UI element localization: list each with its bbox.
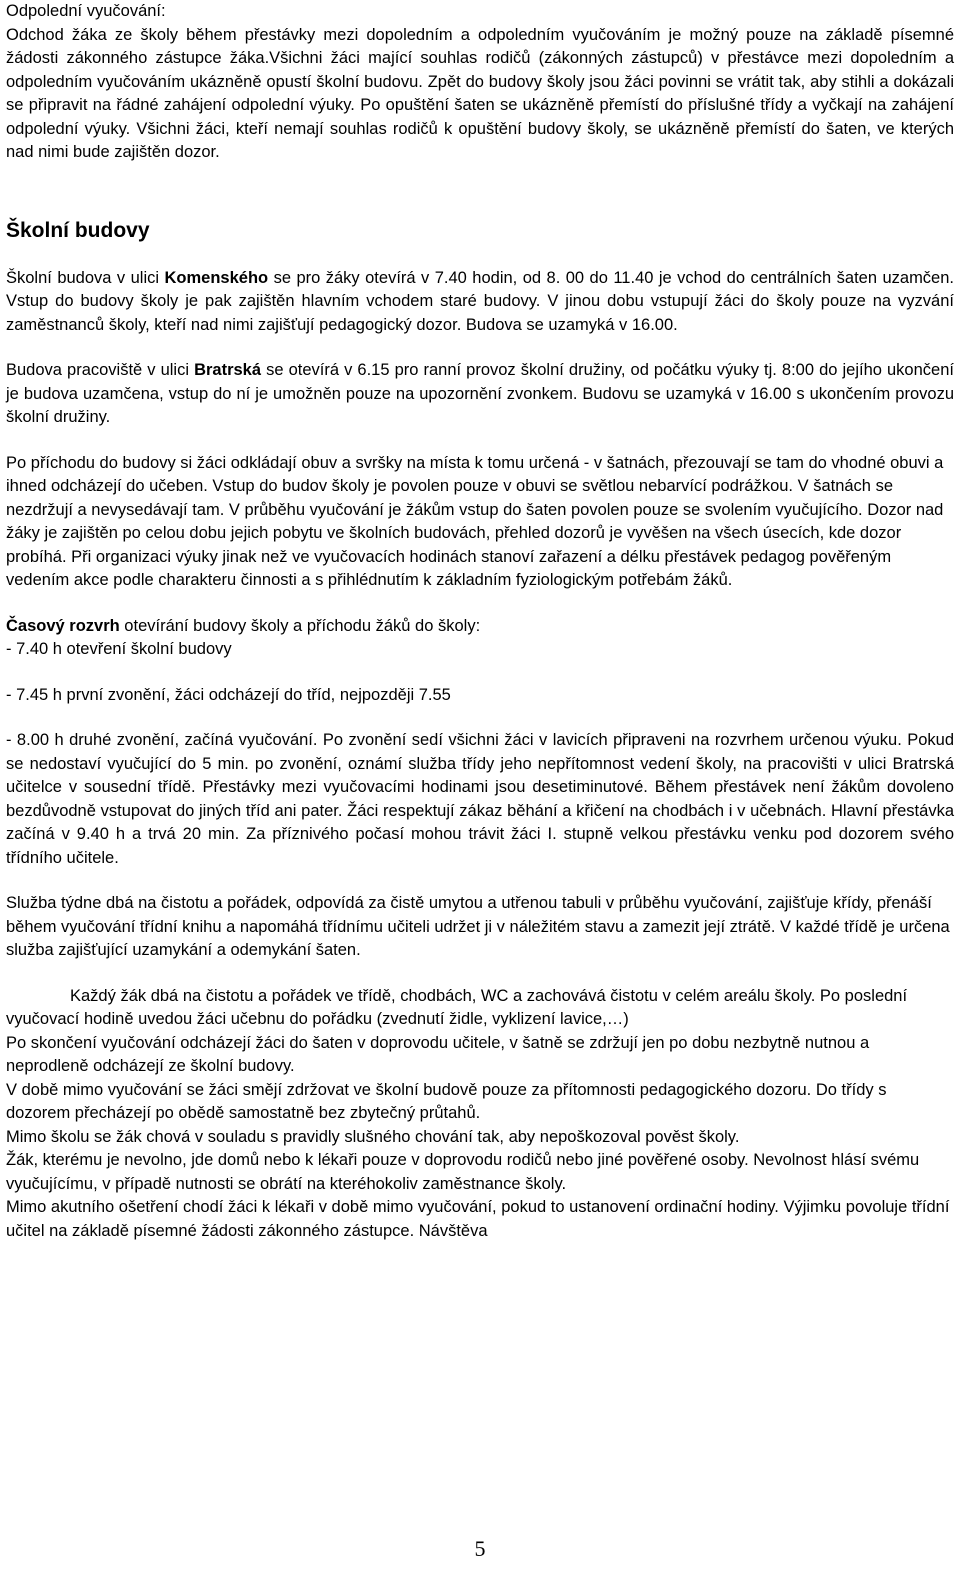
paragraph-komenskeho [6,267,954,338]
komenskeho-pre: Školní budova v ulici [6,268,165,287]
paragraph-weekly-duty: Služba týdne dbá na čistotu a pořádek, odpovídá za čistě umytou a utřenou tabuli v průběhu vyučování, zajišťuje křídy, přenáší během vyučování třídní knihu a napomáhá třídnímu učiteli udržet ji v náležitém stavu a zamezit její ztrátě. V každé třídě je určena služba zajišťující uzamykání a odemykání šaten. [6,894,950,959]
komenskeho-post: se pro žáky otevírá v 7.40 hodin, od 8. 00 do 11.40 je vchod do centrálních šaten uzamčen. Vstup do budovy školy je pak zajištěn hlavním vchodem staré budovy. V jinou dobu vstupují žáci do školy pouze na vyzvání zaměstnanců školy, kteří nad nimi zajišťují pedagogický dozor. Budova se uzamyká v 16.00. [6,268,954,334]
paragraph-doctor: Mimo akutního ošetření chodí žáci k lékaři v době mimo vyučování, pokud to ustanovení ordinační hodiny. Výjimku povoluje třídní učitel na základě písemné žádosti zákonného zástupce. Návštěva [6,1198,950,1240]
schedule-title: Časový rozvrh [6,616,120,635]
paragraph-outside-hours: V době mimo vyučování se žáci smějí zdržovat ve školní budově pouze za přítomnosti pedagogického dozoru. Do třídy s dozorem přecházejí po obědě samostatně bez zbytečný průtahů. [6,1080,887,1122]
schedule-heading [6,615,954,639]
bratrska-street: Bratrská [194,361,262,379]
page-number: 5 [474,1536,486,1561]
paragraph-bratrska [6,359,954,430]
heading-school-buildings: Školní budovy [6,218,150,242]
paragraph-lunch: Odchod žáka ze školy během přestávky mezi dopoledním a odpoledním vyučováním je možný pouze na základě písemné žádosti zákonného zástupce žáka.Všichni žáci mající souhlas rodičů (zákonných zástupců) v přestávce mezi dopoledním a odpoledním vyučováním ukázněně opustí školní budovu. Zpět do budovy školy jsou žáci povinni se vrátit tak, aby stihli a dokázali se připravit na řádné zahájení odpolední výuky. Po opuštění šaten se ukázněně přemístí do příslušné třídy a vyčkají na zahájení odpolední výuky. Všichni žáci, kteří nemají souhlas rodičů k opuštění budovy školy, se ukázněně přemístí do šaten, ve kterých nad nimi bude zajištěn dozor. [6,25,954,161]
paragraph-arrival: Po příchodu do budovy si žáci odkládají obuv a svršky na místa k tomu určená - v šatnách, přezouvají se tam do vhodné obuvi a ihned odcházejí do učeben. Vstup do budov školy je povolen pouze v obuvi se světlou nebarvící podrážkou. V šatnách se nezdržují a nevysedávají tam. V průběhu vyučování je žákům vstup do šaten povolen pouze se svolením vyučujícího. Dozor nad žáky je zajištěn po celou dobu jejich pobytu ve školních budovách, přehled dozorů je vyvěšen na všech úsecích, kde dozor probíhá. Při organizaci výuky jinak než ve vyučovacích hodinách stanoví zařazení a délku přestávek pedagog pověřeným vedením akce podle charakteru činnosti a s přihlédnutím k základním fyziologickým potřebám žáků. [6,453,944,589]
document-page [6,0,954,1243]
schedule-item-2: - 7.45 h první zvonění, žáci odcházejí do tříd, nejpozději 7.55 [6,685,451,704]
bratrska-post: se otevírá v 6.15 pro ranní provoz školní družiny, od počátku výuky tj. 8:00 do jejího ukončení je budova uzamčena, vstup do ní je umožněn pouze na upozornění zvonkem. Budovu se uzamyká v 16.00 s ukončením provozu školní družiny. [6,361,954,426]
schedule-item-1: - 7.40 h otevření školní budovy [6,640,232,658]
paragraph-after-school: Po skončení vyučování odcházejí žáci do šaten v doprovodu učitele, v šatně se zdržují jen po dobu nezbytně nutnou a neprodleně odcházejí ze školní budovy. [6,1033,870,1075]
komenskeho-street: Komenského [164,268,269,287]
schedule-item-3: - 8.00 h druhé zvonění, začíná vyučování. Po zvonění sedí všichni žáci v lavicích připraveni na rozvrhem určenou výuku. Pokud se nedostaví vyučující do 5 min. po zvonění, oznámí služba třídy jeho nepřítomnost vedení školy, na pracovišti v ulici Bratrská učitelce v sousední třídě. Přestávky mezi vyučovacími hodinami jsou desetiminutové. Během přestávek není žákům dovoleno bezdůvodně vstupovat do jiných tříd ani pater. Žáci respektují zákaz běhání a křičení na chodbách i v učebnách. Hlavní přestávka začíná v 9.40 h a trvá 20 min. Za příznivého počasí mohou trávit žáci I. stupně velkou přestávku venku pod dozorem svého třídního učitele. [6,731,954,867]
paragraph-illness: Žák, kterému je nevolno, jde domů nebo k lékaři pouze v doprovodu rodičů nebo jiné pověřené osoby. Nevolnost hlásí svému vyučujícímu, v případě nutnosti se obrátí na kteréhokoliv zaměstnance školy. [6,1151,920,1193]
paragraph-behaviour: Mimo školu se žák chová v souladu s pravidly slušného chování tak, aby nepoškozoval pověst školy. [6,1127,740,1146]
paragraph-cleanliness: Každý žák dbá na čistotu a pořádek ve třídě, chodbách, WC a zachovává čistotu v celém areálu školy. Po poslední vyučovací hodině uvedou žáci učebnu do pořádku (zvednutí židle, vyklizení lavice,…) [6,986,908,1028]
schedule-subtitle: otevírání budovy školy a příchodu žáků do školy: [119,616,481,635]
section-title-lunch: Odpolední vyučování: [6,2,166,20]
bratrska-pre: Budova pracoviště v ulici [6,361,195,379]
